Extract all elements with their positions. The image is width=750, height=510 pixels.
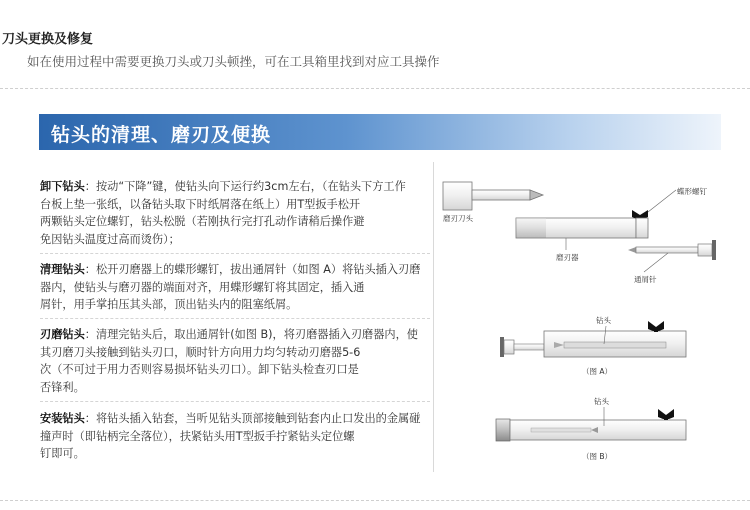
tool-diagram [436, 164, 736, 484]
section-sharpen-bit: 刃磨钻头：清理完钻头后，取出通屑针(如图 B)，将刃磨器插入刃磨器内，使 其刃磨刀头接触到钻头刃口，顺时针方向用力均匀转动刃磨器5-6 次（不可过于用力否则容易损坏钻头刃口）。卸下钻头检查刃口是 否锋利。 [40, 328, 418, 394]
section-title: 卸下钻头 [40, 180, 85, 193]
figure-a-drawing [500, 321, 686, 357]
caption-figure-a: （图 A） [582, 367, 613, 376]
label-butterfly-screw: 蝶形螺钉 [677, 187, 707, 196]
label-needle: 通屑针 [634, 275, 657, 284]
page-title: 刀头更换及修复 [2, 32, 94, 47]
figure-b-drawing [496, 409, 686, 441]
divider [0, 500, 750, 501]
column-divider [433, 162, 434, 472]
section-separator [40, 318, 430, 319]
section-install-bit: 安装钻头：将钻头插入钻套，当听见钻头顶部接触到钻套内止口发出的金属碰 撞声时（即钻柄完全落位），扶紧钻头用T型扳手拧紧钻头定位螺 钉即可。 [40, 412, 421, 460]
caption-figure-b: （图 B） [582, 452, 613, 461]
label-blade-cutter: 磨刃刀头 [443, 214, 473, 223]
section-title: 安装钻头 [40, 412, 85, 425]
label-sharpener: 磨刃器 [556, 253, 579, 262]
section-separator [40, 253, 430, 254]
blade-cutter-drawing [443, 182, 543, 210]
section-separator [40, 401, 430, 402]
label-bit-b: 钻头 [594, 397, 609, 406]
needle-drawing [628, 240, 716, 260]
sharpener-drawing [516, 210, 648, 238]
section-title: 清理钻头 [40, 263, 85, 276]
page-description: 如在使用过程中需要更换刀头或刀头顿挫，可在工具箱里找到对应工具操作 [27, 54, 440, 69]
section-remove-bit: 卸下钻头：按动“下降”键，使钻头向下运行约3cm左右，（在钻头下方工作 台板上垫一张纸，以备钻头取下时纸屑落在纸上）用T型扳手松开 两颗钻头定位螺钉，钻头松脱（若刚执行完打孔动作请稍后操作避 免因钻头温度过高而烫伤）； [40, 180, 406, 246]
section-title: 刃磨钻头 [40, 328, 85, 341]
banner-title: 钻头的清理、磨刃及便换 [51, 124, 272, 146]
label-bit-a: 钻头 [596, 316, 611, 325]
divider [0, 88, 750, 89]
section-clean-bit: 清理钻头：松开刃磨器上的蝶形螺钉，拔出通屑针（如图 A）将钻头插入刃磨 器内，使钻头与磨刃器的端面对齐，用蝶形螺钉将其固定，插入通 屑针，用手掌拍压其头部，顶出钻头内的阻塞纸屑。 [40, 263, 421, 311]
section-banner [39, 114, 721, 150]
